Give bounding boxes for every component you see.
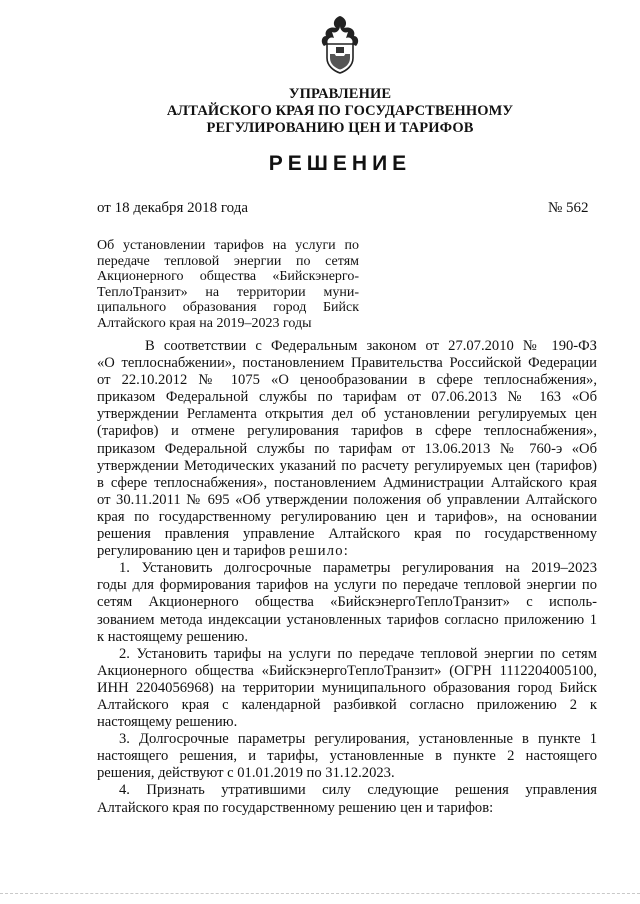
document-title: РЕШЕНИЕ (268, 152, 412, 175)
preamble-line: в сфере теплоснабжения», постановлением Администрации Алтайского края (97, 474, 597, 491)
decided-word: решило: (289, 543, 349, 560)
item-1-line: зованием метода индексации установленных тарифов согласно приложению 1 (97, 611, 597, 628)
subject-line: ципального образования город Бийск (97, 300, 359, 315)
scan-edge-divider (0, 893, 640, 894)
preamble-line: от 22.10.2012 № 1075 «О ценообразовании в сфере теплоснабжения», (97, 372, 597, 389)
decision-date: от 18 декабря 2018 года (97, 200, 249, 216)
item-2-line: 2. Установить тарифы на услуги по передаче тепловой энергии по сетям (119, 645, 597, 662)
item-2-line: Алтайского края с календарной разбивкой согласно приложению 2 к (97, 696, 597, 713)
item-4-line: 4. Признать утратившими силу следующие решения управления (119, 782, 597, 799)
item-2-line: Акционерного общества «БийскэнергоТеплоТранзит» (ОГРН 1112204005100, (97, 662, 597, 679)
item-2-line: ИНН 2204056968) на территории муниципального образования город Бийск (97, 679, 597, 696)
item-3-line: 3. Долгосрочные параметры регулирования, установленные в пункте 1 (119, 731, 597, 748)
subject-line: ТеплоТранзит» на территории муни- (97, 284, 359, 300)
decision-subject (97, 238, 359, 331)
preamble-line: края по государственному регулированию цен и тарифов», на основании (97, 508, 597, 525)
preamble-line: от 30.11.2011 № 695 «Об утверждении положения об управлении Алтайского (97, 491, 597, 508)
org-name-line-3: РЕГУЛИРОВАНИЮ ЦЕН И ТАРИФОВ (206, 120, 474, 136)
subject-line: Об установлении тарифов на услуги по (97, 238, 359, 253)
item-4-line: Алтайского края по государственному решению цен и тарифов: (97, 799, 494, 816)
org-name-line-1: УПРАВЛЕНИЕ (288, 86, 392, 102)
subject-line: Акционерного общества «Бийскэнерго- (97, 269, 359, 284)
decision-number: № 562 (548, 200, 589, 216)
item-1-line: к настоящему решению. (97, 628, 248, 645)
preamble-line: В соответствии с Федеральным законом от 27.07.2010 № 190-ФЗ (145, 338, 597, 354)
preamble-last-line (97, 543, 597, 560)
preamble-line: утверждении Методических указаний по расчету регулируемых цен (тарифов) (97, 457, 597, 474)
coat-of-arms-icon (316, 14, 364, 74)
item-1-line: сетям Акционерного общества «БийскэнергоТеплоТранзит» с исполь- (97, 594, 597, 611)
preamble-line: утверждении Регламента открытия дел об установлении регулируемых цен (97, 406, 597, 423)
item-1-line: 1. Установить долгосрочные параметры регулирования на 2019–2023 (119, 560, 597, 577)
decision-body (97, 338, 597, 817)
subject-line: передаче тепловой энергии по сетям (97, 253, 359, 269)
preamble-line: приказом Федеральной службы по тарифам от 13.06.2013 № 760-э «Об (97, 440, 597, 457)
preamble-line: (тарифов) и отмене регулирования тарифов в сфере теплоснабжения», (97, 423, 597, 440)
org-name-line-2: АЛТАЙСКОГО КРАЯ ПО ГОСУДАРСТВЕННОМУ (166, 103, 514, 119)
item-3-line: решения, действуют с 01.01.2019 по 31.12.2023. (97, 765, 395, 782)
preamble-line: решения правления управление Алтайского края по государственному (97, 526, 597, 543)
preamble-line: приказом Федеральной службы по тарифам от 07.06.2013 № 163 «Об (97, 389, 597, 406)
subject-line: Алтайского края на 2019–2023 годы (97, 315, 312, 331)
item-1-line: годы для формирования тарифов на услуги по передаче тепловой энергии по (97, 577, 597, 594)
item-3-line: настоящего решения, и тарифы, установленные в пункте 2 настоящего (97, 748, 597, 765)
preamble-last-prefix: регулированию цен и тарифов (97, 543, 290, 560)
preamble-line: «О теплоснабжении», постановлением Правительства Российской Федерации (97, 355, 597, 372)
item-2-line: настоящему решению. (97, 714, 238, 731)
